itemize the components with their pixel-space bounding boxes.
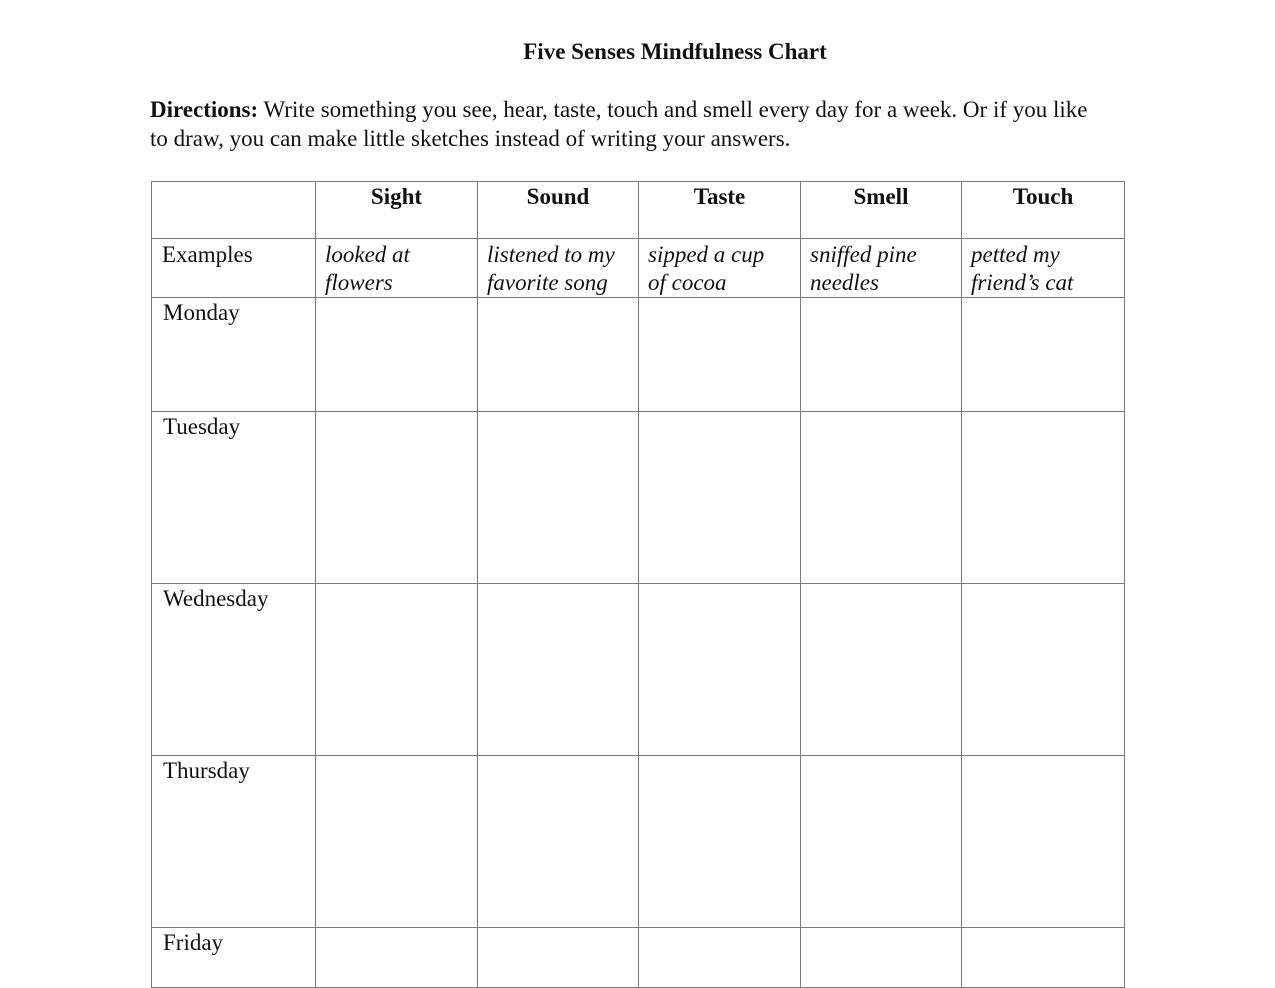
- example-touch-line-2: friend’s cat: [971, 270, 1074, 295]
- example-smell-line-1: sniffed pine: [810, 242, 917, 267]
- entry-cell-tuesday-smell[interactable]: [801, 412, 962, 584]
- directions-label: Directions:: [150, 97, 259, 122]
- entry-cell-thursday-smell[interactable]: [801, 756, 962, 928]
- day-row-thursday: [152, 756, 1125, 928]
- day-label-thursday: Thursday: [152, 756, 316, 928]
- example-sight: [316, 239, 478, 298]
- day-row-tuesday: [152, 412, 1125, 584]
- column-header-sight: Sight: [316, 182, 478, 239]
- entry-cell-tuesday-taste[interactable]: [639, 412, 801, 584]
- entry-cell-wednesday-sight[interactable]: [316, 584, 478, 756]
- day-row-wednesday: [152, 584, 1125, 756]
- entry-cell-tuesday-sound[interactable]: [478, 412, 639, 584]
- entry-cell-monday-smell[interactable]: [801, 298, 962, 412]
- example-sight-line-1: looked at: [325, 242, 410, 267]
- column-header-taste: Taste: [639, 182, 801, 239]
- day-label-wednesday: Wednesday: [152, 584, 316, 756]
- example-sound-line-1: listened to my: [487, 242, 615, 267]
- entry-cell-friday-sound[interactable]: [478, 928, 639, 988]
- directions-text: Write something you see, hear, taste, touch and smell every day for a week. Or if you like to draw, you can make little sketches instead of writing your answers.: [150, 97, 1088, 151]
- day-label-monday: Monday: [152, 298, 316, 412]
- entry-cell-tuesday-touch[interactable]: [962, 412, 1125, 584]
- example-taste-line-2: of cocoa: [648, 270, 727, 295]
- entry-cell-monday-sight[interactable]: [316, 298, 478, 412]
- example-sound-line-2: favorite song: [487, 270, 608, 295]
- column-header-sound: Sound: [478, 182, 639, 239]
- example-sound: [478, 239, 639, 298]
- example-touch: [962, 239, 1125, 298]
- day-row-friday: [152, 928, 1125, 988]
- entry-cell-monday-sound[interactable]: [478, 298, 639, 412]
- entry-cell-wednesday-smell[interactable]: [801, 584, 962, 756]
- example-smell-line-2: needles: [810, 270, 879, 295]
- entry-cell-wednesday-touch[interactable]: [962, 584, 1125, 756]
- entry-cell-monday-touch[interactable]: [962, 298, 1125, 412]
- entry-cell-friday-smell[interactable]: [801, 928, 962, 988]
- entry-cell-thursday-taste[interactable]: [639, 756, 801, 928]
- page-title: Five Senses Mindfulness Chart: [523, 39, 827, 64]
- day-label-friday: Friday: [152, 928, 316, 988]
- entry-cell-wednesday-sound[interactable]: [478, 584, 639, 756]
- column-header-smell: Smell: [801, 182, 962, 239]
- entry-cell-friday-touch[interactable]: [962, 928, 1125, 988]
- entry-cell-wednesday-taste[interactable]: [639, 584, 801, 756]
- entry-cell-tuesday-sight[interactable]: [316, 412, 478, 584]
- example-taste-line-1: sipped a cup: [648, 242, 765, 267]
- column-header-touch: Touch: [962, 182, 1125, 239]
- example-sight-line-2: flowers: [325, 270, 393, 295]
- examples-row: [152, 239, 1125, 298]
- senses-chart-table: [151, 181, 1125, 988]
- example-smell: [801, 239, 962, 298]
- example-taste: [639, 239, 801, 298]
- example-touch-line-1: petted my: [971, 242, 1060, 267]
- entry-cell-thursday-sight[interactable]: [316, 756, 478, 928]
- entry-cell-friday-taste[interactable]: [639, 928, 801, 988]
- examples-label: Examples: [152, 239, 316, 298]
- entry-cell-thursday-touch[interactable]: [962, 756, 1125, 928]
- directions-paragraph: [150, 95, 1110, 153]
- day-row-monday: [152, 298, 1125, 412]
- header-row: [152, 182, 1125, 239]
- entry-cell-monday-taste[interactable]: [639, 298, 801, 412]
- day-label-tuesday: Tuesday: [152, 412, 316, 584]
- corner-cell: [152, 182, 316, 239]
- entry-cell-friday-sight[interactable]: [316, 928, 478, 988]
- entry-cell-thursday-sound[interactable]: [478, 756, 639, 928]
